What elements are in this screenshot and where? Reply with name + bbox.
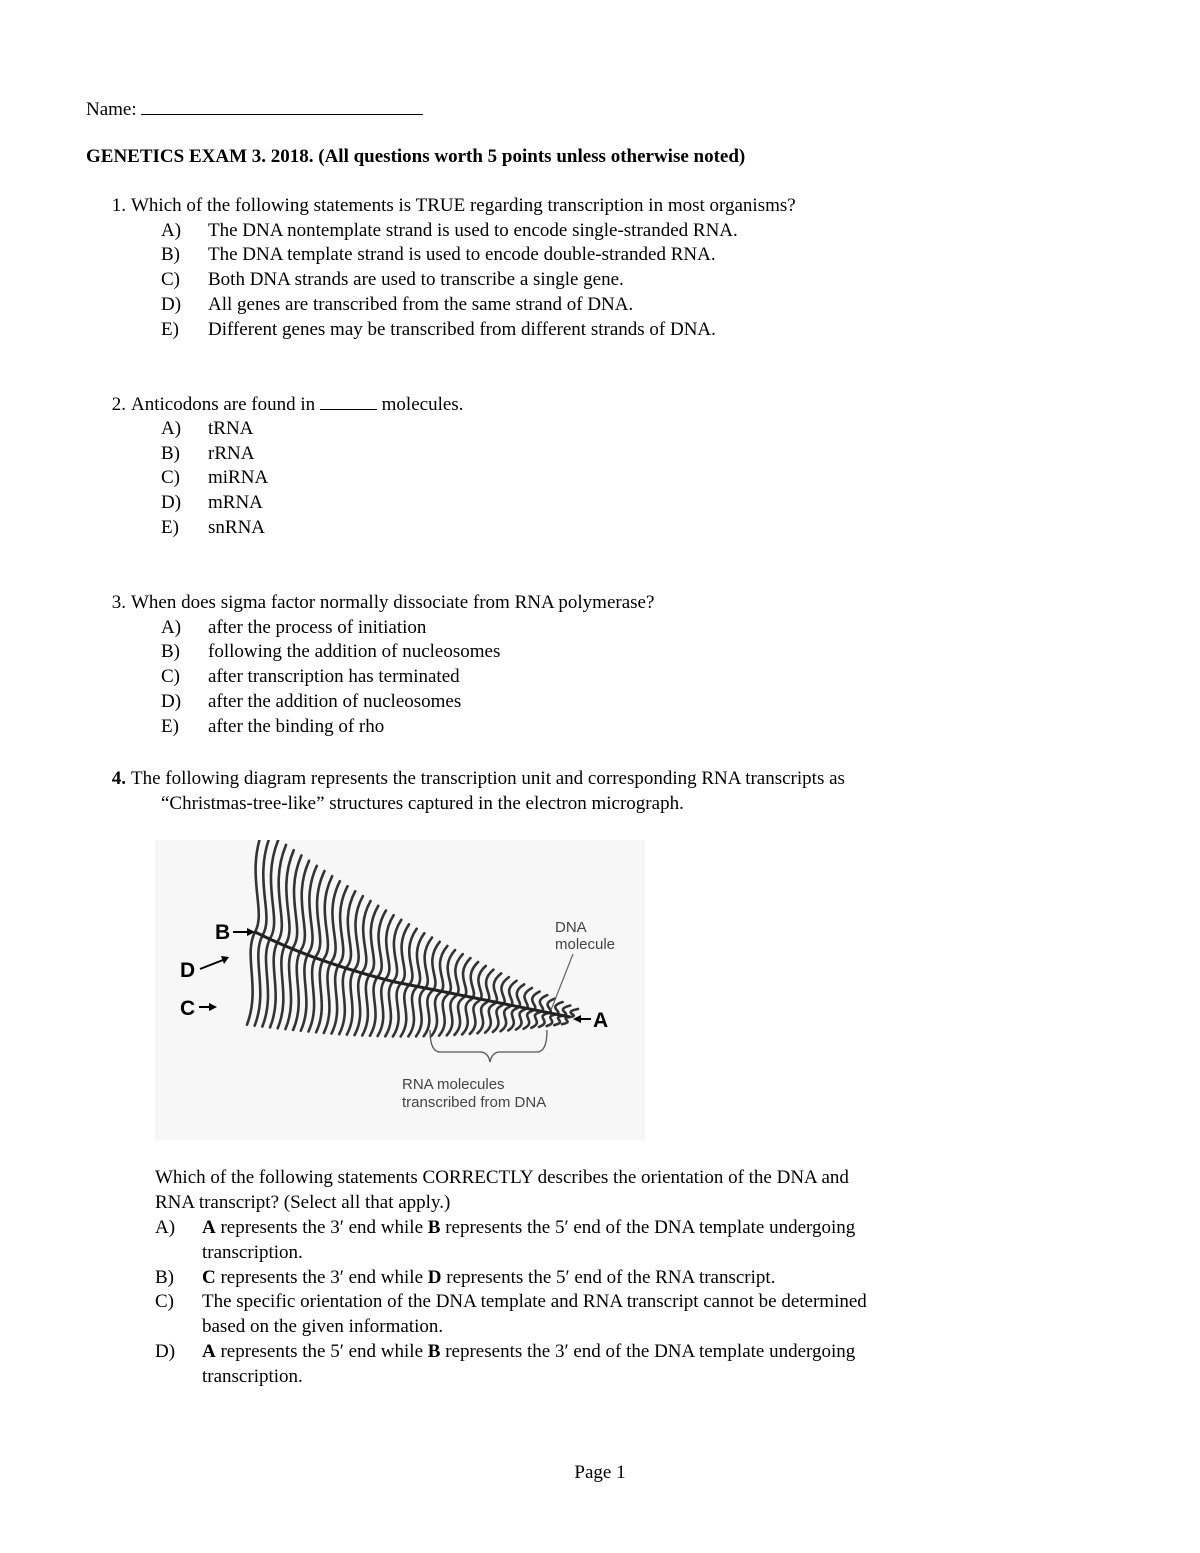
diagram-svg	[155, 840, 645, 1140]
q4-question-line2: RNA transcript? (Select all that apply.)	[155, 1192, 451, 1213]
option-text: Both DNA strands are used to transcribe a single gene.	[208, 269, 624, 290]
rna-note-line2: transcribed from DNA	[402, 1094, 547, 1111]
q1-stem-text: Which of the following statements is TRUE regarding transcription in most organisms?	[131, 195, 796, 216]
q3-stem	[96, 591, 654, 615]
q1-option-a[interactable]	[161, 219, 738, 243]
option-text: The specific orientation of the DNA template and RNA transcript cannot be determined	[202, 1291, 867, 1312]
option-text: miRNA	[208, 467, 269, 488]
option-text: after the addition of nucleosomes	[208, 691, 462, 712]
option-bold-2: D	[427, 1267, 442, 1288]
q2-blank	[320, 393, 377, 410]
q4-option-a-cont: transcription.	[202, 1242, 303, 1263]
option-label: E)	[161, 716, 179, 737]
option-label: B)	[161, 443, 180, 464]
name-line	[86, 95, 423, 122]
q4-stem-line2: “Christmas-tree-like” structures captured in the electron micrograph.	[161, 793, 684, 814]
arrow-d-line	[200, 960, 223, 969]
option-label: A)	[155, 1217, 176, 1238]
q1-option-b[interactable]	[161, 243, 716, 267]
option-text: Different genes may be transcribed from different strands of DNA.	[208, 319, 716, 340]
option-label: A)	[161, 418, 182, 439]
label-c: C	[180, 997, 196, 1020]
option-bold-2: B	[427, 1341, 441, 1362]
option-text-1: represents the 3′ end while	[215, 1217, 428, 1238]
option-label: B)	[155, 1267, 174, 1288]
q4-option-d[interactable]	[155, 1340, 855, 1364]
q2-option-d[interactable]	[161, 491, 263, 515]
option-text: snRNA	[208, 517, 266, 538]
q4-option-c-cont: based on the given information.	[202, 1316, 444, 1337]
option-bold-2: B	[427, 1217, 441, 1238]
option-text: following the addition of nucleosomes	[208, 641, 501, 662]
q2-stem-before: Anticodons are found in	[131, 394, 316, 415]
q4-option-d-cont: transcription.	[202, 1366, 303, 1387]
option-label: E)	[161, 319, 179, 340]
rna-note-line1: RNA molecules	[402, 1076, 505, 1093]
q4-stem-text-1: The following diagram represents the transcription unit and corresponding RNA transcripts as	[131, 768, 845, 789]
option-label: D)	[161, 294, 182, 315]
name-label: Name:	[86, 99, 137, 120]
option-label: C)	[161, 467, 180, 488]
q3-option-a[interactable]	[161, 616, 426, 640]
arrow-c-head	[209, 1003, 217, 1011]
option-bold-1: A	[202, 1217, 216, 1238]
christmas-tree-diagram	[155, 840, 645, 1140]
q2-option-e[interactable]	[161, 516, 265, 540]
option-text: mRNA	[208, 492, 263, 513]
option-label: C)	[161, 666, 180, 687]
q4-option-b[interactable]	[155, 1266, 775, 1290]
option-text: after the process of initiation	[208, 617, 427, 638]
q4-number: 4.	[111, 768, 126, 789]
q4-option-a[interactable]	[155, 1216, 855, 1240]
option-text: after transcription has terminated	[208, 666, 460, 687]
q3-option-b[interactable]	[161, 640, 500, 664]
label-a: A	[593, 1009, 609, 1032]
q2-option-b[interactable]	[161, 442, 254, 466]
option-bold-1: C	[202, 1267, 216, 1288]
q3-option-c[interactable]	[161, 665, 460, 689]
q3-option-e[interactable]	[161, 715, 384, 739]
option-label: B)	[161, 641, 180, 662]
option-label: D)	[161, 492, 182, 513]
page-number: Page 1	[574, 1462, 626, 1483]
option-text: tRNA	[208, 418, 254, 439]
option-label: E)	[161, 517, 179, 538]
option-text-1: represents the 3′ end while	[215, 1267, 428, 1288]
option-text: The DNA template strand is used to encode double-stranded RNA.	[208, 244, 716, 265]
option-text: The DNA nontemplate strand is used to encode single-stranded RNA.	[208, 220, 738, 241]
option-label: C)	[161, 269, 180, 290]
option-text: after the binding of rho	[208, 716, 385, 737]
q2-stem	[96, 393, 463, 417]
q4-stem-line1	[96, 767, 845, 791]
q1-number: 1.	[111, 195, 126, 216]
dna-note-line1: DNA	[555, 919, 587, 936]
q2-option-c[interactable]	[161, 466, 268, 490]
q2-number: 2.	[111, 394, 126, 415]
q3-number: 3.	[111, 592, 126, 613]
option-label: B)	[161, 244, 180, 265]
rna-fibrils	[247, 840, 578, 1036]
option-text: rRNA	[208, 443, 255, 464]
q4-option-c[interactable]	[155, 1290, 867, 1314]
option-label: C)	[155, 1291, 174, 1312]
q3-stem-text: When does sigma factor normally dissociate from RNA polymerase?	[131, 592, 655, 613]
exam-title: GENETICS EXAM 3. 2018. (All questions worth 5 points unless otherwise noted)	[86, 146, 746, 167]
option-label: D)	[161, 691, 182, 712]
option-text-2: represents the 5′ end of the RNA transcript.	[441, 1267, 776, 1288]
option-text: All genes are transcribed from the same strand of DNA.	[208, 294, 634, 315]
option-label: A)	[161, 220, 182, 241]
option-text-2: represents the 5′ end of the DNA template undergoing	[440, 1217, 856, 1238]
name-field-underline[interactable]	[141, 95, 423, 115]
option-label: A)	[161, 617, 182, 638]
q1-stem	[96, 194, 796, 218]
q2-stem-after: molecules.	[381, 394, 464, 415]
dna-note-line2: molecule	[555, 936, 616, 953]
q1-option-e[interactable]	[161, 318, 716, 342]
label-d: D	[180, 959, 196, 982]
option-bold-1: A	[202, 1341, 216, 1362]
option-text-2: represents the 3′ end of the DNA template undergoing	[440, 1341, 856, 1362]
q4-question-line1: Which of the following statements CORRECTLY describes the orientation of the DNA and	[155, 1167, 849, 1188]
label-b: B	[215, 921, 231, 944]
q1-option-d[interactable]	[161, 293, 633, 317]
q2-option-a[interactable]	[161, 417, 253, 441]
q3-option-d[interactable]	[161, 690, 461, 714]
option-text-1: represents the 5′ end while	[215, 1341, 428, 1362]
option-label: D)	[155, 1341, 176, 1362]
q1-option-c[interactable]	[161, 268, 624, 292]
